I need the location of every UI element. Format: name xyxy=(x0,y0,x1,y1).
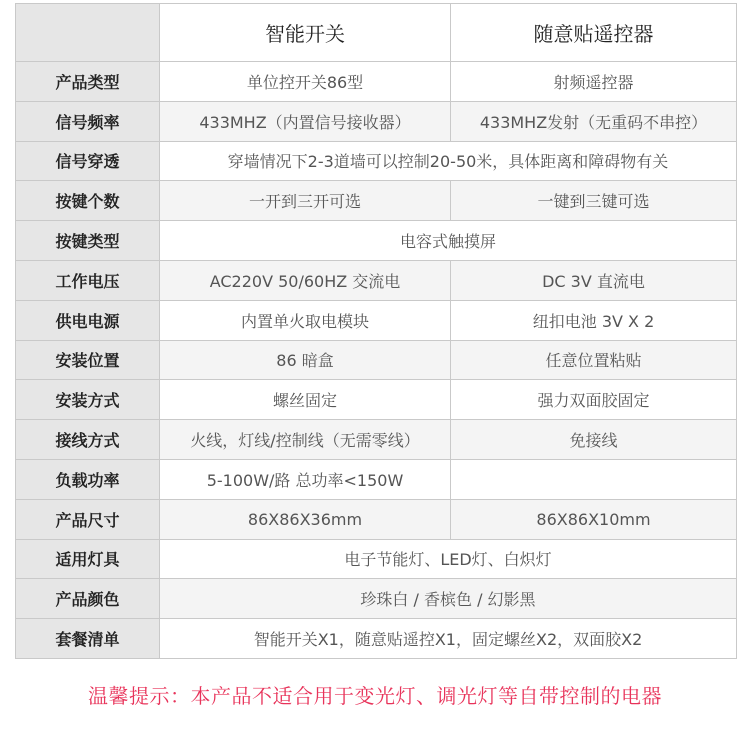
switch-value: 86 暗盒 xyxy=(160,340,451,380)
table-row xyxy=(16,499,737,539)
switch-value: 一开到三开可选 xyxy=(160,181,451,221)
table-row xyxy=(16,459,737,499)
remote-value: 一键到三键可选 xyxy=(451,181,737,221)
row-label: 安装方式 xyxy=(16,380,160,420)
table-row xyxy=(16,62,737,102)
row-label: 安装位置 xyxy=(16,340,160,380)
switch-value: 螺丝固定 xyxy=(160,380,451,420)
switch-value: 86X86X36mm xyxy=(160,499,451,539)
table-row xyxy=(16,380,737,420)
row-label: 产品尺寸 xyxy=(16,499,160,539)
table-row xyxy=(16,539,737,579)
row-label: 供电电源 xyxy=(16,300,160,340)
header-remote-control: 随意贴遥控器 xyxy=(451,4,737,62)
shared-value: 电容式触摸屏 xyxy=(160,221,737,261)
row-label: 信号穿透 xyxy=(16,141,160,181)
table-row xyxy=(16,340,737,380)
table-row xyxy=(16,101,737,141)
table-header-row xyxy=(16,4,737,62)
shared-value: 智能开关X1，随意贴遥控X1，固定螺丝X2，双面胶X2 xyxy=(160,619,737,659)
header-corner-cell xyxy=(16,4,160,62)
spec-table xyxy=(15,3,737,659)
table-row xyxy=(16,181,737,221)
row-label: 工作电压 xyxy=(16,260,160,300)
warm-tip-notice: 温馨提示：本产品不适合用于变光灯、调光灯等自带控制的电器 xyxy=(88,684,662,708)
table-row xyxy=(16,221,737,261)
table-row xyxy=(16,579,737,619)
row-label: 产品类型 xyxy=(16,62,160,102)
remote-value: 86X86X10mm xyxy=(451,499,737,539)
switch-value: 火线，灯线/控制线（无需零线） xyxy=(160,420,451,460)
remote-value xyxy=(451,459,737,499)
row-label: 按键个数 xyxy=(16,181,160,221)
table-row xyxy=(16,260,737,300)
row-label: 信号频率 xyxy=(16,101,160,141)
shared-value: 珍珠白 / 香槟色 / 幻影黑 xyxy=(160,579,737,619)
shared-value: 电子节能灯、LED灯、白炽灯 xyxy=(160,539,737,579)
header-smart-switch: 智能开关 xyxy=(160,4,451,62)
remote-value: 纽扣电池 3V X 2 xyxy=(451,300,737,340)
switch-value: 单位控开关86型 xyxy=(160,62,451,102)
switch-value: 内置单火取电模块 xyxy=(160,300,451,340)
remote-value: 433MHZ发射（无重码不串控） xyxy=(451,101,737,141)
row-label: 接线方式 xyxy=(16,420,160,460)
shared-value: 穿墙情况下2-3道墙可以控制20-50米，具体距离和障碍物有关 xyxy=(160,141,737,181)
switch-value: 5-100W/路 总功率<150W xyxy=(160,459,451,499)
table-row xyxy=(16,619,737,659)
switch-value: AC220V 50/60HZ 交流电 xyxy=(160,260,451,300)
row-label: 按键类型 xyxy=(16,221,160,261)
switch-value: 433MHZ（内置信号接收器） xyxy=(160,101,451,141)
remote-value: DC 3V 直流电 xyxy=(451,260,737,300)
row-label: 产品颜色 xyxy=(16,579,160,619)
remote-value: 强力双面胶固定 xyxy=(451,380,737,420)
row-label: 适用灯具 xyxy=(16,539,160,579)
table-row xyxy=(16,141,737,181)
row-label: 套餐清单 xyxy=(16,619,160,659)
remote-value: 免接线 xyxy=(451,420,737,460)
remote-value: 任意位置粘贴 xyxy=(451,340,737,380)
table-row xyxy=(16,420,737,460)
row-label: 负载功率 xyxy=(16,459,160,499)
table-row xyxy=(16,300,737,340)
remote-value: 射频遥控器 xyxy=(451,62,737,102)
